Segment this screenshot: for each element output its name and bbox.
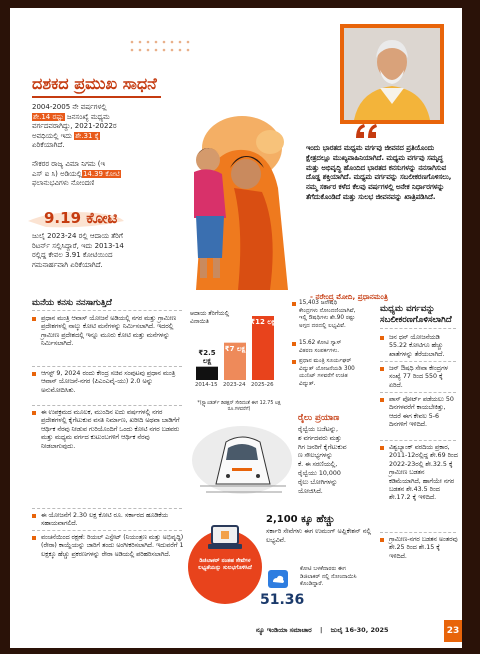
umang-text: ಸರ್ಕಾರಿ ಸೇವೆಗಳು ಈಗ ಉಮಂಗ್ ಅಪ್ಲಿಕೇಶನ್ ನಲ್ಲಿ ಲಭ್ಯವಿವೆ.	[266, 527, 372, 544]
x-tick-label: 2014-15	[195, 382, 218, 388]
midclass-heading: ಮಧ್ಯಮ ವರ್ಗವನ್ನು ಸಬಲೀಕರಣಗೊಳಿಸಲಾಗಿದೆ	[380, 304, 452, 325]
quote-author: - ನರೇಂದ್ರ ಮೋದಿ, ಪ್ರಧಾನಮಂತ್ರಿ	[310, 292, 388, 301]
chart-bar	[196, 367, 218, 380]
pm-photo	[344, 28, 440, 120]
midclass-bullet: ಜನ ಧನ್ ಯೋಜನೆಯಡಿ 55.22 ಕೋಟಿಗೂ ಹೆಚ್ಚು ಖಾತೆಗಳನ್ನು ತೆರೆಯಲಾಗಿದೆ.	[380, 334, 458, 359]
esic-paragraph: ನೌಕರರ ರಾಜ್ಯ ವಿಮಾ ನಿಗಮ (ಇ ಎಸ್ ಐ ಸಿ) ಅಡಿಯಲ್ಲಿ14.39 ಕೋಟಿ ಫಲಾನುಭವಿಗಳು ನೋಂದಣಿ	[32, 160, 120, 188]
bar-value-label: ₹12 ಲಕ್ಷ	[250, 318, 276, 326]
homes-underline	[32, 310, 182, 311]
esic-highlight: 14.39 ಕೋಟಿ	[82, 169, 120, 178]
homes-bullet: ಈ ಉಪಕ್ರಮದ ಮೂಲಕ, ಮುಂದಿನ ಐದು ವರ್ಷಗಳಲ್ಲಿ ನಗರ ಪ್ರದೇಶಗಳಲ್ಲಿ ಕೈಗೆಟುಕುವ ವಸತಿ ನಿರ್ಮಾಣ, ಖರೀದಿ ಅಥವಾ ಬಾಡಿಗೆಗೆ ಆರ್ಥಿಕ ನೆರವು ನೀಡುವ ಗುರಿಯೊಂದಿಗೆ ಒಂದು ಕೋಟಿ ನಗರ ಬಡವರು ಮತ್ತು ಮಧ್ಯಮ ವರ್ಗದ ಕುಟುಂಬಗಳಿಗೆ ಆರ್ಥಿಕ ನೆರವು ನೀಡಲಾಗುವುದು.	[32, 409, 184, 451]
chart-note: *(ಸ್ಟ್ಯಾಂಡರ್ಡ್ ಡಿಡಕ್ಷನ್ ಸೇರಿದಂತೆ ಈಗ 12.75 ಲಕ್ಷ ರೂ.ಗಳವರೆಗೆ)	[197, 401, 281, 412]
digilocker-users-text: ಕೋಟಿ ಬಳಕೆದಾರರು ಈಗ ಡಿಜಿಲಾಕರ್ ನಲ್ಲಿ ನೋಂದಾಯಿಸಿ ಕೊಂಡಿದ್ದಾರೆ.	[300, 566, 357, 588]
intro-highlight-1: ಶೇ.14 ರಷ್ಟು	[33, 112, 64, 121]
quote-mark-icon	[354, 122, 380, 140]
divider	[380, 361, 456, 362]
divider	[380, 532, 456, 533]
homes-heading: ಮನೆಯ ಕನಸು ನನಸಾಗುತ್ತಿದೆ	[32, 298, 112, 308]
digilocker-circle-text: ಡಿಜಿಲಾಕರ್ ನಂತಹ ಸೇವೆಗಳ ಲಭ್ಯತೆಯನ್ನು ಸುಲಭಗೊಳಿಸಿದೆ	[198, 558, 252, 572]
divider	[32, 366, 182, 367]
bar-value-label: ₹2.5 ಲಕ್ಷ	[198, 348, 216, 365]
footer-magazine: ನ್ಯೂ ಇಂಡಿಯಾ ಸಮಾಚಾರ	[256, 626, 312, 634]
homes-bullet: ಆಗಸ್ಟ್ 9, 2024 ರಂದು ಕೇಂದ್ರ ಸಚಿವ ಸಂಪುಟವು ಪ್ರಧಾನ ಮಂತ್ರಿ ಆವಾಸ್ ಯೋಜನೆ-ನಗರ (ಪಿಎಂಎವೈ-ಯು) 2.0 ಅನ್ನು ಅನುಮೋದಿಸಿತು.	[32, 370, 184, 395]
pm-quote: ಇಂದು ಭಾರತದ ಮಧ್ಯಮ ವರ್ಗವು ಜೀವನದ ಪ್ರತಿಯೊಂದು ಕ್ಷೇತ್ರದಲ್ಲೂ ಮುಖ್ಯವಾಹಿನಿಯಾಗಿದೆ. ಮಧ್ಯಮ ವರ್ಗವು ಸಮೃದ್ಧ ಮತ್ತು ಅಭಿವೃದ್ಧಿ ಹೊಂದಿದ ಭಾರತದ ಕನಸುಗಳನ್ನು ನನಸಾಗಿಸುವ ದೊಡ್ಡ ಶಕ್ತಿಯಾಗಿದೆ. ಮಧ್ಯಮ ವರ್ಗವನ್ನು ಸಬಲೀಕರಣಗೊಳಿಸಲು, ನಮ್ಮ ಸರ್ಕಾರ ಕಳೆದ ಕೆಲವು ವರ್ಷಗಳಲ್ಲಿ ಅನೇಕ ನಿರ್ಧಾರಗಳನ್ನು ತೆಗೆದುಕೊಂಡಿದೆ ಮತ್ತು ಸುಲಭ ಜೀವನವನ್ನು ಖಾತ್ರಿಪಡಿಸಿದೆ.	[306, 144, 452, 201]
income-tax-chart	[188, 298, 288, 386]
midclass-underline	[380, 328, 456, 329]
homes-bullet: ವಂಚನೆಯಿಂದ ರಕ್ಷಣೆ: ರಿಯಲ್ ಎಸ್ಟೇಟ್ (ನಿಯಂತ್ರಣ ಮತ್ತು ಅಭಿವೃದ್ಧಿ) (ರೇರಾ) ಕಾಯ್ದೆಯನ್ನು ಜಾರಿಗೆ ತಂದು ಅಂಗೀಕರಿಸಲಾಗಿದೆ. ಇದುವರೆಗೆ 1 ಲಕ್ಷಕ್ಕೂ ಹೆಚ್ಚು ಪ್ರಕರಣಗಳನ್ನು ರೇರಾ ಅಡಿಯಲ್ಲಿ ಪರಿಹರಿಸಲಾಗಿದೆ.	[32, 534, 184, 559]
cloud-upload-icon	[268, 570, 288, 588]
mini-bullet: 15,403 ಜನೌಷಧಿ ಕೇಂದ್ರಗಳು ನೋಂದಣಿಯಾಗಿವೆ, ಇಲ್ಲಿ ಔಷಧಿಗಳು ಶೇ.90 ರಷ್ಟು ಅಗ್ಗದ ದರದಲ್ಲಿ ಲಭ್ಯವಿವೆ.	[292, 300, 356, 330]
laptop-icon	[208, 524, 242, 552]
page-footer	[256, 626, 395, 635]
rail-heading: ರೈಲು ಪ್ರಯಾಣ	[298, 413, 340, 423]
divider	[380, 392, 456, 393]
divider	[380, 440, 456, 441]
page-number: 23	[444, 620, 462, 642]
bar-value-label: ₹7 ಲಕ್ಷ	[224, 344, 246, 353]
midclass-bullet: ಪಾಸ್ ಪೋರ್ಟ್ ಪಡೆಯಲು 50 ದಿನಗಳವರೆಗೆ ಕಾಯಬೇಕಿತ್ತು, ಆದರೆ ಈಗ ಕೇವಲ 5-6 ದಿನಗಳಿಗೆ ಇಳಿದಿದೆ.	[380, 396, 458, 430]
footer-date: ಜುಲೈ 16-30, 2025	[330, 626, 389, 634]
homes-bullet: ಈ ಯೋಜನೆಗೆ 2.30 ಲಕ್ಷ ಕೋಟಿ ರೂ. ಸರ್ಕಾರದ ಹೂಡಿಕೆಯ ಸಹಾಯವಾಗಲಿದೆ.	[32, 512, 184, 529]
midclass-bullet: ಗ್ರಾಮೀಣ-ನಗರ ಬಡತನ ಅಂತರವು ಶೇ.25 ರಿಂದ ಶೇ.15 ಕ್ಕೆ ಇಳಿದಿದೆ.	[380, 536, 458, 561]
itr-paragraph: ಜುಲೈ 2023-24 ರಲ್ಲಿ ಆದಾಯ ತೆರಿಗೆ ರಿಟರ್ನ್ ಸಲ್ಲಿಸಿದ್ದಾರೆ, ಇದು 2013-14 ರಲ್ಲಿದ್ದ ಕೇವಲ 3.91 ಕೋಟಿಯಿಂದ ಗಮನಾರ್ಹವಾಗಿ ಏರಿಕೆಯಾಗಿದೆ.	[32, 232, 124, 269]
train-illustration	[186, 414, 296, 500]
mini-bullet: ಪ್ರಧಾನ ಮಂತ್ರಿ ಸೂರ್ಯಘರ್ ವಿದ್ಯುತ್ ಯೋಜನೆಯಡಿ 300 ಯುನಿಟ್ ಗಳವರೆಗೆ ಉಚಿತ ವಿದ್ಯುತ್.	[292, 358, 356, 388]
dot-pattern-decoration	[128, 38, 218, 56]
rail-paragraph: ರೈಲ್ವೆಯ ಬಜೆಟನ್ನು, ಶ ವರ್ಗದವರು ಮತ್ತು ಗಿಗ ಜನರಿಗೆ ಕೈಗೆಟುಕುವ ಣ ಸೌಲಭ್ಯಗಳನ್ನು ಕೆ. ಈ ಸರಣಿಯಲ್ಲಿ, ರೈಲ್ವೆಯು 10,000 ರೈಲು ಬೋಗಿಗಳನ್ನು ಯೋಜಿಸಿದೆ.	[298, 426, 347, 495]
magazine-page	[10, 8, 462, 648]
mother-child-photo	[174, 108, 294, 290]
homes-bullet: ಪ್ರಧಾನ ಮಂತ್ರಿ ಆವಾಸ್ ಯೋಜನೆ ಅಡಿಯಲ್ಲಿ ನಗರ ಮತ್ತು ಗ್ರಾಮೀಣ ಪ್ರದೇಶಗಳಲ್ಲಿ ನಾಲ್ಕು ಕೋಟಿ ಮನೆಗಳನ್ನು ನಿರ್ಮಿಸಲಾಗಿದೆ. ಇದರಲ್ಲಿ ಗ್ರಾಮೀಣ ಪ್ರದೇಶದಲ್ಲಿ ಇನ್ನೂ ಮೂರು ಕೋಟಿ ಮತ್ತು ಮನೆಗಳನ್ನು ನಿರ್ಮಿಸಲಾಗಿದೆ.	[32, 315, 184, 349]
midclass-bullet: ಜನ್ ಔಷಧಿ ಸೇವಾ ಕೇಂದ್ರಗಳ ಸಂಖ್ಯೆ 77 ರಿಂದ 550 ಕ್ಕೆ ಏರಿದೆ.	[380, 365, 458, 390]
mini-bullet: 15.62 ಕೋಟಿ ಗ್ಯಾಸ್ ವಿತರಣ ಸಂಪರ್ಕಗಳು.	[292, 340, 356, 355]
midclass-bullet: ವಿಶ್ವಬ್ಯಾಂಕ್ ವರದಿಯ ಪ್ರಕಾರ, 2011-12ರಲ್ಲಿದ್ದ ಶೇ.69 ರಿಂದ 2022-23ರಲ್ಲಿ ಶೇ.32.5 ಕ್ಕೆ ಗ್ರಾಮೀಣ ಬಡತನ ಕಡಿಮೆಯಾಗಿದೆ, ಹಾಗೆಯೇ ನಗರ ಬಡತನ ಶೇ.43.5 ರಿಂದ ಶೇ.17.2 ಕ್ಕೆ ಇಳಿದಿದೆ.	[380, 444, 458, 503]
footer-separator: |	[320, 626, 323, 634]
chart-title: ಆದಾಯ ತೆರಿಗೆಯಲ್ಲಿ ವಿನಾಯಿತಿ	[190, 310, 230, 325]
umang-count: 2,100 ಕ್ಕೂ ಹೆಚ್ಚು	[266, 514, 335, 525]
x-tick-label: 2025-26	[251, 382, 274, 388]
intro-highlight-2: ಶೇ.31 ಕ್ಕೆ	[75, 131, 99, 140]
divider	[32, 530, 182, 531]
digilocker-users-count: 51.36	[260, 592, 305, 608]
divider	[32, 405, 182, 406]
itr-count: 9.19 ಕೋಟಿ	[44, 209, 118, 227]
page-title: ದಶಕದ ಪ್ರಮುಖ ಸಾಧನೆ	[32, 74, 157, 93]
x-tick-label: 2023-24	[223, 382, 246, 388]
intro-paragraph: 2004-2005 ನೇ ವರ್ಷಗಳಲ್ಲಿ ಶೇ.14 ರಷ್ಟು ಜನಸಂಖ್ಯೆ ಮಧ್ಯಮ ವರ್ಗದವರಾಗಿದ್ದು, 2021-2022ರ ಅವಧಿಯಲ್ಲಿ ಇದು ಶೇ.31 ಕ್ಕೆ ಏರಿಕೆಯಾಗಿದೆ.	[32, 103, 117, 150]
divider	[32, 508, 182, 509]
